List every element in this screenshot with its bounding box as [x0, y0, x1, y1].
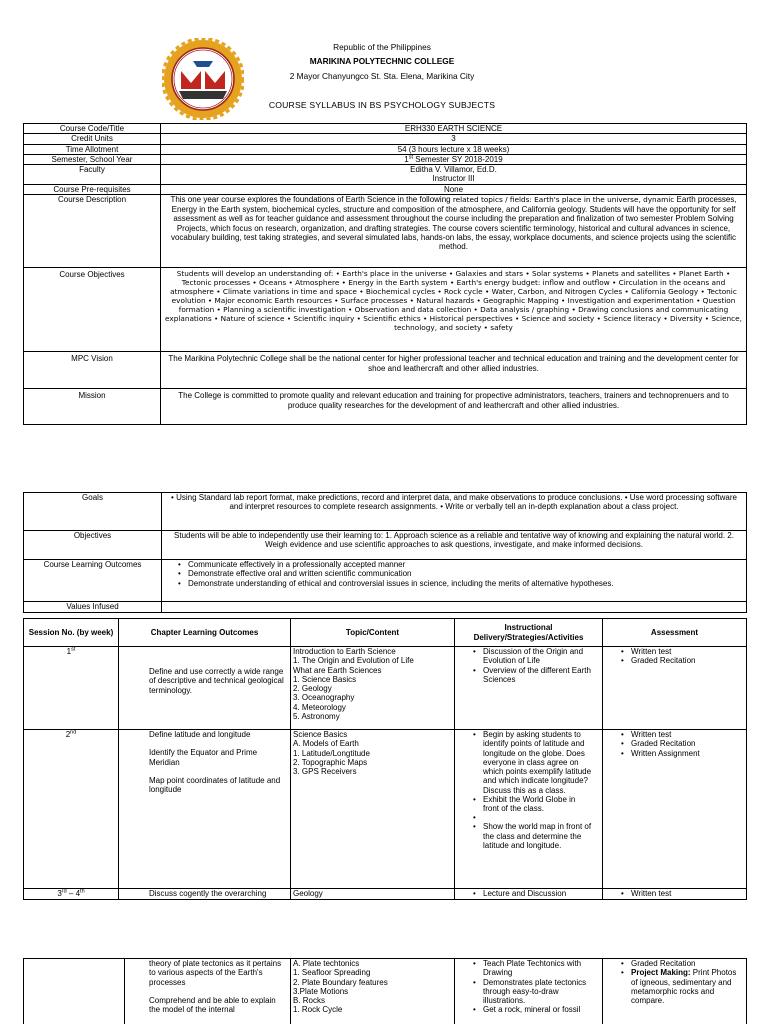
- course-objectives-text-a: Students will develop an: [176, 269, 269, 279]
- table-row: [24, 889, 747, 900]
- topic-line: 3. GPS Receivers: [293, 767, 357, 777]
- topic-line: 1. Seafloor Spreading: [293, 968, 371, 978]
- topic-line: Science Basics: [293, 730, 348, 739]
- session-number: 2: [65, 730, 71, 739]
- header-college-name: MARIKINA POLYTECHNIC COLLEGE: [309, 56, 455, 66]
- assessment-item: • Written test: [617, 647, 744, 656]
- assessment-item: • Graded Recitation: [617, 959, 744, 968]
- goals-label: Goals: [24, 493, 162, 531]
- course-info-table: [23, 123, 747, 425]
- instruction-item: • Overview of the different Earth Sciences: [469, 666, 592, 685]
- time-allotment-value: 54 (3 hours lecture x 18 weeks): [161, 144, 747, 154]
- session-cell: [24, 647, 119, 730]
- goals-value: • Using Standard lab report format, make predictions, record and interpret data, and make observations to produce conclusions. • Use word processing software and interpret resources to complete research assignments. • Write or verbally tell an in-depth explanation about a class project.: [162, 493, 747, 531]
- assessment-item: • Written Assignment: [617, 749, 744, 758]
- instruction-item: • Discussion of the Origin and Evolution of Life: [469, 647, 592, 666]
- instruction-item: • Begin by asking students to identify points of latitude and longitude on the globe. Does everyone in class agree on which points exemplify latitude and which indicate longitude? Discuss this as a class.: [469, 730, 592, 795]
- instruction-cell: [455, 959, 603, 1024]
- course-code-value: ERH330 EARTH SCIENCE: [161, 124, 747, 134]
- course-description-text-c: Earth processes, Energy in the Earth system, biochemical cycles, structure and composition of the atmosphere, and California geology. Students will have the opportunity for self assessment as well as for teacher guidance and assessment throughout the course including the preparation and finalization of two semester Problem Solving Projects, which focus on research, organization, and drafting strategies. The course covers scientific terminology, historical and cultural advances in science, vocabulary building, test taking strategies, and several simulated labs, hands-on labs, the essay, workplace documents, and science projects using the scientific method.: [170, 195, 737, 252]
- goals-table: [23, 492, 747, 613]
- objectives-label: Objectives: [24, 531, 162, 560]
- topic-line: 1. Rock Cycle: [293, 1005, 343, 1015]
- outcomes-cell: [125, 959, 291, 1024]
- instruction-item: • Demonstrates plate tectonics through easy-to-draw illustrations.: [469, 978, 592, 1006]
- outcome-text: Map point coordinates of latitude and longitude: [149, 775, 281, 795]
- topic-line: 3. Oceanography: [293, 693, 355, 703]
- objectives-value: Students will be able to independently use their learning to: 1. Approach science as a reliable and tentative way of knowing and explaining the natural world. 2. Weigh evidence and use scientific approaches to ask questions, investigate, and make informed decisions.: [162, 531, 747, 560]
- course-code-label: Course Code/Title: [24, 124, 161, 134]
- topic-line: 4. Meteorology: [293, 702, 346, 712]
- assessment-item: [617, 968, 744, 1005]
- clo-item: • Demonstrate effective oral and written scientific communication: [174, 569, 744, 578]
- session-number: 1: [66, 647, 72, 656]
- outcome-text: Discuss cogently the overarching: [149, 889, 267, 898]
- instruction-cell: [455, 647, 603, 730]
- course-description-text-b: related topics / fields: Earth's place in the universe, dynamic: [452, 195, 675, 205]
- table-row: [24, 647, 747, 730]
- semester-ordinal: 1: [404, 154, 409, 164]
- topic-line: 1. Latitude/Longtitude: [293, 748, 370, 758]
- instruction-cell: [455, 889, 603, 900]
- topic-line: A. Models of Earth: [293, 739, 359, 749]
- sessions-table: [23, 618, 747, 900]
- assessment-item: • Written test: [617, 889, 744, 898]
- assessment-item: • Graded Recitation: [617, 739, 744, 748]
- session-suffix: rd: [61, 888, 67, 895]
- outcomes-cell: [119, 889, 291, 900]
- faculty-title: Instructor III: [432, 174, 475, 184]
- instruction-cell: [455, 730, 603, 889]
- outcomes-cell: [119, 730, 291, 889]
- topic-line: A. Plate techtonics: [293, 959, 360, 968]
- project-making-text: Print Photos of igneous, sedimentary and metamorphic rocks and compare.: [631, 968, 737, 1006]
- prerequisites-value: None: [161, 185, 747, 195]
- topic-line: What are Earth Sciences: [293, 665, 382, 675]
- instruction-item: • Teach Plate Techtonics with Drawing: [469, 959, 592, 978]
- instruction-item: • Lecture and Discussion: [469, 889, 600, 898]
- assessment-cell: [603, 647, 747, 730]
- table-row: [24, 730, 747, 889]
- credit-units-label: Credit Units: [24, 134, 161, 144]
- header-republic: Republic of the Philippines: [333, 42, 431, 52]
- header-address: 2 Mayor Chanyungco St. Sta. Elena, Marikina City: [289, 71, 475, 81]
- topic-cell: [291, 647, 455, 730]
- outcome-text: Identify the Equator and Prime Meridian: [149, 748, 258, 767]
- outcome-text: Define and use correctly a wide range of descriptive and technical geological terminology.: [149, 667, 284, 695]
- session-range-dash: –: [66, 889, 76, 898]
- outcome-text: Define latitude and longitude: [149, 730, 251, 739]
- session-cell: [24, 730, 119, 889]
- topic-line: 3.Plate Motions: [293, 986, 349, 996]
- clo-label: Course Learning Outcomes: [24, 560, 162, 602]
- col-header-topic: Topic/Content: [291, 619, 455, 647]
- assessment-cell: [603, 730, 747, 889]
- col-header-instruction: Instructional Delivery/Strategies/Activities: [455, 619, 603, 647]
- topic-line: 2. Topographic Maps: [293, 757, 368, 767]
- course-objectives-text-b: understanding of: • Earth's place in the universe • Galaxies and stars • Solar systems • Planets and satellites • Planet Earth • Tectonic processes • Oceans • Atmosphere • Energy in the Earth system • Earth's energy budget: inflow and outflow • Circulation in the oceans and atmosphere • Climate variations in time and space • Biochemical cycles • Rock cycle • Water, Carbon, and Nitrogen Cycles • California Geology • Tectonic evolution • Major economic Earth resources • Surface processes • Natural hazards • Geographic Mapping • Investigation and experimentation • Question formation • Planning a scientific investigation • Observation and data collection • Data analysis / graphing • Drawing conclusions and communicating explanations • Nature of science • Scientific inquiry • Scientific ethics • Historical perspectives • Science and society • Science literacy • Diversity • Science, technology, and society • safety: [165, 269, 742, 332]
- course-description-value: [161, 195, 747, 268]
- instruction-spacer: [469, 813, 592, 822]
- col-header-outcomes: Chapter Learning Outcomes: [119, 619, 291, 647]
- mpc-vision-label: MPC Vision: [24, 352, 161, 389]
- values-infused-label: Values Infused: [24, 602, 162, 613]
- session-suffix: th: [80, 888, 85, 895]
- topic-line: 1. The Origin and Evolution of Life: [293, 656, 414, 666]
- topic-line: 2. Geology: [293, 684, 332, 694]
- clo-item: • Communicate effectively in a professionally accepted manner: [174, 560, 744, 569]
- clo-item: • Demonstrate understanding of ethical and controversial issues in science, including the merits of alternative hypotheses.: [174, 579, 744, 588]
- semester-label: Semester, School Year: [24, 154, 161, 164]
- table-row: [24, 959, 747, 1024]
- instruction-item: • Show the world map in front of the class and determine the latitude and longitude.: [469, 822, 592, 850]
- credit-units-value: 3: [161, 134, 747, 144]
- semester-text: Semester SY 2018-2019: [413, 154, 503, 164]
- topic-cell: Geology: [291, 889, 455, 900]
- sessions-table-continued: [23, 958, 747, 1024]
- outcomes-cell: [119, 647, 291, 730]
- topic-line: B. Rocks: [293, 996, 326, 1006]
- clo-value: [162, 560, 747, 602]
- course-description-label: Course Description: [24, 195, 161, 268]
- course-objectives-label: Course Objectives: [24, 268, 161, 352]
- time-allotment-label: Time Allotment: [24, 144, 161, 154]
- assessment-cell: [603, 959, 747, 1024]
- session-suffix: nd: [70, 729, 77, 736]
- col-header-session: Session No. (by week): [24, 619, 119, 647]
- topic-line: 2. Plate Boundary features: [293, 977, 388, 987]
- prerequisites-label: Course Pre-requisites: [24, 185, 161, 195]
- outcome-text: theory of plate tectonics as it pertains to various aspects of the Earth's processes: [149, 959, 282, 987]
- session-number: 4: [75, 889, 81, 898]
- semester-value: [161, 154, 747, 164]
- faculty-label: Faculty: [24, 165, 161, 185]
- course-description-text-a: This one year course explores the foundations of Earth Science in the following: [170, 195, 453, 205]
- course-objectives-value: [161, 268, 747, 352]
- topic-cell: [291, 959, 455, 1024]
- mission-value: The College is committed to promote quality and relevant education and training for propective administrators, teachers, trainers and technoprenuers and to produce quality researches for the development of and leathercraft and other allied industries.: [161, 389, 747, 425]
- session-cell: [24, 889, 119, 900]
- instruction-item: • Exhibit the World Globe in front of the class.: [469, 795, 592, 814]
- assessment-item: • Written test: [617, 730, 744, 739]
- semester-ordinal-suffix: st: [408, 154, 414, 161]
- faculty-value: [161, 165, 747, 185]
- session-suffix: st: [71, 646, 76, 653]
- topic-line: 5. Astronomy: [293, 711, 340, 721]
- col-header-assessment: Assessment: [603, 619, 747, 647]
- assessment-item: • Graded Recitation: [617, 656, 744, 665]
- topic-cell: [291, 730, 455, 889]
- faculty-name: Editha V. Villamor, Ed.D.: [410, 165, 497, 175]
- values-infused-value: [162, 602, 747, 613]
- topic-line: 1. Science Basics: [293, 674, 357, 684]
- syllabus-title: COURSE SYLLABUS IN BS PSYCHOLOGY SUBJECTS: [268, 100, 496, 110]
- mission-label: Mission: [24, 389, 161, 425]
- assessment-cell: [603, 889, 747, 900]
- outcome-text: Comprehend and be able to explain the model of the internal: [149, 995, 276, 1015]
- mpc-vision-value: The Marikina Polytechnic College shall be the national center for higher professional teacher and technical education and training and the development center for shoe and leathercraft and other allied industries.: [161, 352, 747, 389]
- instruction-item: • Get a rock, mineral or fossil: [469, 1005, 592, 1014]
- session-cell: [24, 959, 125, 1024]
- topic-line: Introduction to Earth Science: [293, 647, 396, 656]
- session-number: 3: [57, 889, 62, 898]
- project-making-label: Project Making:: [631, 968, 691, 978]
